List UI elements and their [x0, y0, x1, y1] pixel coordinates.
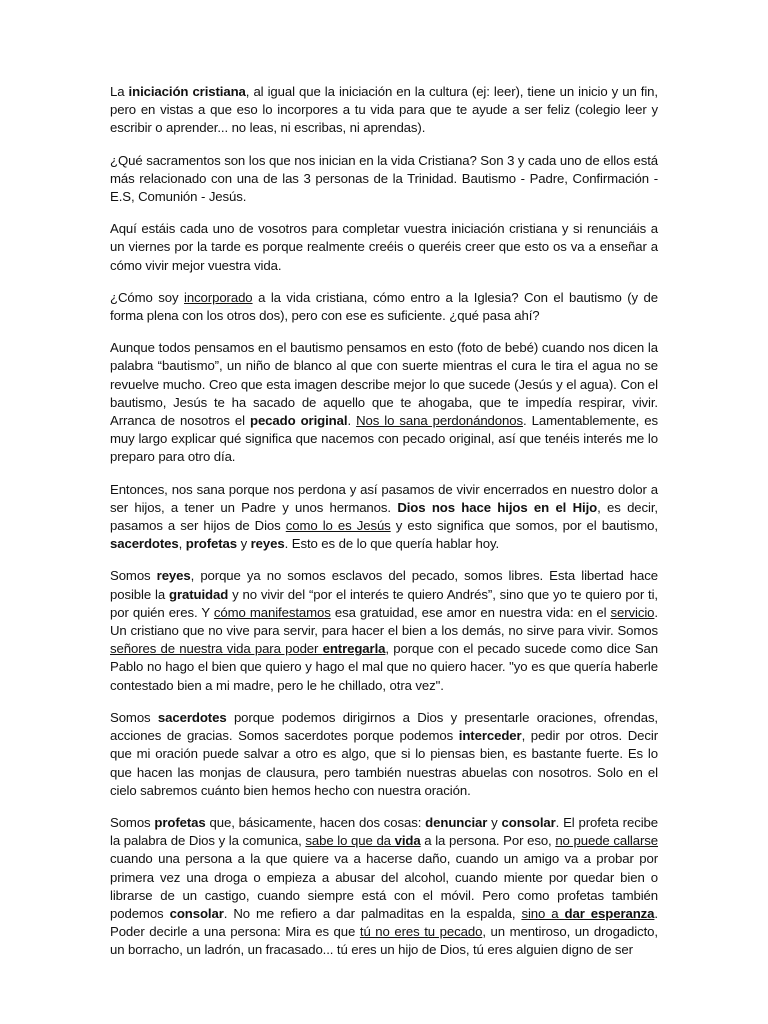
underlined-text: como lo es Jesús: [285, 518, 391, 534]
text-run: y: [487, 814, 502, 830]
bold-text: consolar: [501, 814, 556, 830]
paragraph-2: [110, 152, 658, 207]
text-run: .: [347, 413, 357, 429]
underlined-text: señores de nuestra vida para poder: [110, 641, 323, 657]
text-run: . Un cristiano que no vive para servir, para hacer el bien a los demás, no sirve para vivir. Somos: [110, 604, 658, 639]
emphasis: [395, 833, 421, 848]
text-run: ¿Qué sacramentos son los que nos inician en la vida Cristiana? Son 3 y cada uno de ellos está más relacionado con una de las 3 personas de la Trinidad. Bautismo - Padre, Confirmación - E.S, Comunión - Jesús.: [110, 152, 658, 205]
paragraph-5: [110, 339, 658, 466]
paragraph-1: [110, 83, 658, 138]
bold-text: profetas: [154, 814, 206, 830]
paragraph-3: [110, 220, 658, 275]
paragraph-4: [110, 289, 658, 325]
text-run: La: [110, 84, 129, 99]
text-run: esa gratuidad, ese amor en nuestra vida: en el: [330, 604, 611, 620]
underlined-text: no puede callarse: [555, 833, 658, 849]
text-run: que, básicamente, hacen dos cosas:: [205, 814, 426, 830]
emphasis: [323, 641, 386, 656]
bold-text: denunciar: [425, 814, 488, 830]
underlined-text: servicio: [610, 604, 655, 620]
text-run: Somos: [110, 568, 157, 584]
text-run: . Poder decirle a una persona: Mira es que: [110, 905, 658, 940]
text-run: . Lamentablemente, es muy largo explicar qué significa que nacemos con pecado original, así que tenéis interés me lo preparo para otro día.: [110, 413, 659, 465]
text-run: a la persona. Por eso,: [420, 833, 556, 849]
text-run: , porque ya no somos esclavos del pecado, somos libres. Esta libertad hace posible la: [110, 568, 658, 602]
bold-text: gratuidad: [169, 586, 229, 602]
bold-text: sacerdotes: [110, 536, 179, 552]
text-run: Entonces, nos sana porque nos perdona y así pasamos de vivir encerrados en nuestro dolor a ser hijos, a tener un Padre y unos hermanos.: [110, 481, 658, 515]
emphasis: [565, 906, 655, 921]
text-run: , porque con el pecado sucede como dice San Pablo no hago el bien que quiero y hago el mal que no quiero hacer. "yo es que quería haberle contestado bien a mi madre, pero le he chillado, otra vez".: [110, 641, 658, 693]
underlined-text: Nos lo sana perdonándonos: [356, 413, 523, 429]
text-run: cuando una persona a la que quiere va a hacerse daño, cuando un amigo va a probar por primera vez una droga o empieza a abusar del alcohol, cuando miente por quedar bien o librarse de un castigo, cuando siempre está con el móvil. Pero como profetas también podemos: [110, 851, 658, 921]
underlined-text: tú no eres tu pecado: [359, 924, 483, 940]
underlined-text: sino a: [521, 905, 565, 921]
bold-text: Dios nos hace hijos en el Hijo: [397, 499, 598, 515]
bold-text: interceder: [458, 728, 522, 744]
bold-text: reyes: [156, 568, 191, 584]
bold-text: iniciación cristiana: [128, 84, 246, 99]
text-run: Aunque todos pensamos en el bautismo pensamos en esto (foto de bebé) cuando nos dicen la palabra “bautismo”, un niño de blanco al que con suerte mientras el cura le tira el agua no se revuelve mucho. Creo que esta imagen describe mejor lo que sucede (Jesús y el agua). Con el bautismo, Jesús te ha sacado de aquello que te ahogaba, que te impedía respirar, vivir. Arranca de nosotros el: [110, 340, 658, 429]
text-run: y: [237, 536, 251, 552]
text-run: ,: [178, 536, 186, 552]
text-run: . No me refiero a dar palmaditas en la espalda,: [223, 905, 522, 921]
bold-text: pecado original: [249, 413, 348, 429]
text-run: entregarla: [322, 641, 386, 657]
bold-text: consolar: [169, 905, 224, 921]
text-run: , al igual que la iniciación en la cultura (ej: leer), tiene un inicio y un fin, pero en vistas a que eso lo incorpores a tu vida para que te ayude a ser feliz (colegio leer y escribir o aprender... no leas, ni escribas, ni aprendas).: [110, 84, 658, 136]
text-run: dar esperanza: [564, 905, 655, 921]
bold-text: sacerdotes: [157, 709, 227, 725]
underlined-text: sabe lo que da: [305, 833, 395, 849]
text-run: y esto significa que somos, por el bautismo,: [390, 518, 658, 534]
text-run: Somos: [110, 814, 155, 830]
paragraph-7: [110, 567, 658, 694]
paragraph-8: [110, 709, 658, 800]
text-run: , un mentiroso, un drogadicto, un borracho, un ladrón, un fracasado... tú eres un hijo de Dios, tú eres alguien digno de ser: [110, 924, 658, 958]
text-run: Aquí estáis cada uno de vosotros para completar vuestra iniciación cristiana y si renunciáis a un viernes por la tarde es porque realmente creéis o queréis creer que esto os va a enseñar a cómo vivir mejor vuestra vida.: [110, 221, 658, 273]
text-run: a la vida cristiana, cómo entro a la Iglesia? Con el bautismo (y de forma plena con los otros dos), pero con ese es suficiente. ¿qué pasa ahí?: [110, 289, 658, 324]
bold-text: reyes: [250, 536, 285, 552]
underlined-text: incorporado: [184, 289, 253, 305]
bold-text: profetas: [185, 536, 238, 552]
text-run: , es decir, pasamos a ser hijos de Dios: [110, 499, 658, 534]
paragraph-9: [110, 814, 658, 960]
text-run: Somos: [110, 709, 158, 725]
underlined-text: cómo manifestamos: [213, 604, 331, 620]
text-run: vida: [394, 833, 421, 849]
text-run: . Esto es de lo que quería hablar hoy.: [284, 536, 500, 552]
document-body: [110, 83, 658, 974]
paragraph-6: [110, 481, 658, 554]
text-run: porque podemos dirigirnos a Dios y presentarle oraciones, ofrendas, acciones de gracias. Somos sacerdotes porque podemos: [110, 709, 658, 744]
text-run: . El profeta recibe la palabra de Dios y la comunica,: [110, 814, 658, 849]
text-run: ¿Cómo soy: [110, 289, 184, 305]
text-run: , pedir por otros. Decir que mi oración puede salvar a otro es algo, que si lo piensas bien, es bastante fuerte. Es lo que hacen las monjas de clausura, pero también nuestras abuelas con nosotros. Solo en el cielo sabremos cuánto bien hemos hecho con nuestra oración.: [110, 728, 659, 798]
text-run: y no vivir del “por el interés te quiero Andrés”, sino que yo te quiero por ti, por quién eres. Y: [110, 586, 658, 620]
